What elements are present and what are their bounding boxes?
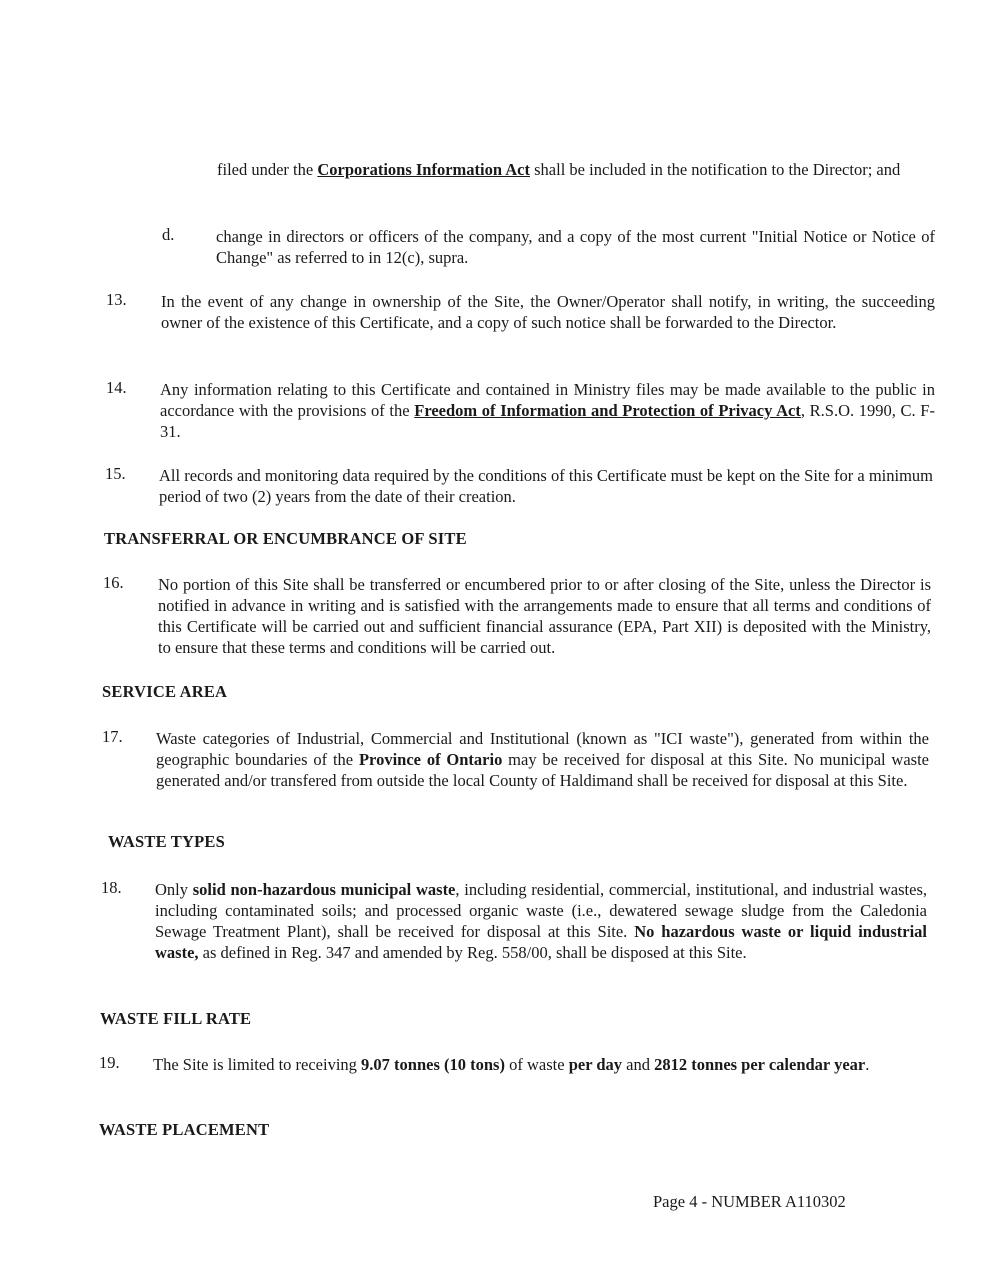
heading-waste-fill-rate: WASTE FILL RATE bbox=[100, 1009, 252, 1028]
item-18-text: Only solid non-hazardous municipal waste, including residential, commercial, institutional, and industrial wastes, including contaminated soils; and processed organic waste (i.e., dewatered sewage sludge from the Caledonia Sewage Treatment Plant), shall be received for disposal at this Site. No hazardous waste or liquid industrial waste, as defined in Reg. 347 and amended by Reg. 558/00, shall be disposed at this Site. bbox=[155, 880, 928, 962]
foi-act: Freedom of Information and Protection of Privacy Act bbox=[414, 401, 801, 420]
item-15-text: All records and monitoring data required by the conditions of this Certificate must be kept on the Site for a minimum period of two (2) years from the date of their creation. bbox=[159, 466, 933, 506]
page-footer: Page 4 - NUMBER A110302 bbox=[653, 1192, 846, 1211]
item-d-text: change in directors or officers of the company, and a copy of the most current "Initial Notice or Notice of Change" as referred to in 12(c), supra. bbox=[216, 227, 935, 267]
heading-waste-types: WASTE TYPES bbox=[108, 832, 225, 851]
item-16-text: No portion of this Site shall be transferred or encumbered prior to or after closing of the Site, unless the Director is notified in advance in writing and is satisfied with the arrangements made to ensure that all terms and conditions of this Certificate will be carried out and sufficient financial assurance (EPA, Part XII) is deposited with the Ministry, to ensure that these terms and conditions will be carried out. bbox=[158, 575, 931, 657]
item-d-label: d. bbox=[162, 225, 175, 244]
heading-service-area: SERVICE AREA bbox=[102, 682, 228, 701]
item-15-number: 15. bbox=[105, 464, 126, 483]
item-14-text: Any information relating to this Certificate and contained in Ministry files may be made available to the public in accordance with the provisions of the Freedom of Information and Protection of Privacy Act, R.S.O. 1990, C. F-31. bbox=[160, 380, 935, 441]
item-17-number: 17. bbox=[102, 727, 123, 746]
item-19-text: The Site is limited to receiving 9.07 tonnes (10 tons) of waste per day and 2812 tonnes per calendar year. bbox=[153, 1055, 870, 1074]
item-19-number: 19. bbox=[99, 1053, 120, 1072]
continuation-paragraph: filed under the Corporations Information Act shall be included in the notification to the Director; and bbox=[217, 160, 901, 179]
heading-transferral: TRANSFERRAL OR ENCUMBRANCE OF SITE bbox=[104, 529, 467, 548]
item-17-text: Waste categories of Industrial, Commercial and Institutional (known as "ICI waste"), generated from within the geographic boundaries of the Province of Ontario may be received for disposal at this Site. No municipal waste generated and/or transfered from outside the local County of Haldimand shall be received for disposal at this Site. bbox=[156, 729, 930, 790]
corporations-information-act: Corporations Information Act bbox=[317, 160, 530, 179]
heading-waste-placement: WASTE PLACEMENT bbox=[99, 1120, 270, 1139]
item-16-number: 16. bbox=[103, 573, 124, 592]
item-18-number: 18. bbox=[101, 878, 122, 897]
item-14-number: 14. bbox=[106, 378, 127, 397]
item-13-number: 13. bbox=[106, 290, 127, 309]
item-13-text: In the event of any change in ownership of the Site, the Owner/Operator shall notify, in writing, the succeeding owner of the existence of this Certificate, and a copy of such notice shall be forwarded to the Director. bbox=[161, 292, 935, 332]
